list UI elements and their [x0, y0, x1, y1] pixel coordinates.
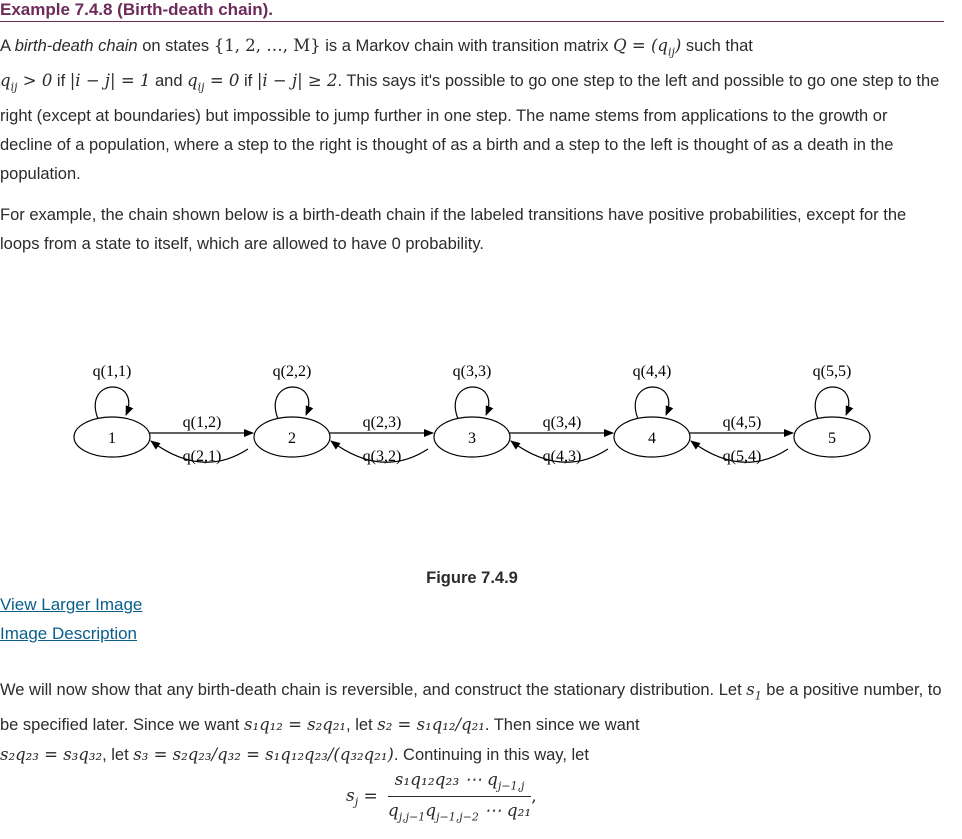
text-segment: A	[0, 37, 15, 55]
text-segment: , let	[102, 746, 134, 765]
math-s1: $s_1$	[746, 680, 762, 703]
math-states-set: {1, 2, …, M}	[213, 36, 321, 55]
forward-label-2-3: q(2,3)	[362, 414, 402, 431]
text-segment: if	[52, 72, 70, 91]
text-segment: . Then since we want	[484, 716, 640, 735]
loop-label-3: q(3,3)	[452, 363, 492, 380]
backward-label-5-4: q(5,4)	[722, 448, 762, 465]
state-label-4: 4	[648, 430, 656, 447]
text-segment: , let	[346, 716, 378, 735]
defined-term: birth-death chain	[14, 37, 138, 55]
state-label-3: 3	[468, 430, 476, 447]
text-segment: We will now show that any birth-death chain is reversible, and construct the stationary distribution. Let	[0, 681, 747, 699]
self-loop-2	[275, 387, 308, 419]
backward-label-4-3: q(4,3)	[542, 448, 582, 465]
self-loop-5	[815, 387, 848, 419]
forward-label-4-5: q(4,5)	[722, 414, 762, 431]
math-eq4: s₃ = s₂q₂₃/q₃₂ = s₁q₁₂q₂₃/(q₃₂q₂₁)	[133, 745, 394, 765]
state-label-1: 1	[108, 430, 116, 447]
backward-label-2-1: q(2,1)	[182, 448, 222, 465]
loop-label-1: q(1,1)	[92, 363, 132, 380]
text-segment: and	[150, 72, 188, 91]
math-eq1: s₁q₁₂ = s₂q₂₁	[243, 715, 347, 735]
text-segment: be a positive number, to be specified later. Since we want	[0, 681, 942, 735]
text-segment: . This says it's possible to go one step to the left and possible to go one step to the right (except at boundaries) but impossible to jump further in one step. The name stems from applications to the growth or decline of a population, where a step to the right is thought of as a birth and a step to the left is thought of as a death in the population.	[0, 72, 940, 183]
math-eq3: s₂q₂₃ = s₃q₃₂	[0, 745, 103, 765]
formula-fraction	[388, 770, 531, 824]
text-segment: if	[239, 72, 257, 91]
formula-denominator: $q_{j,j-1}q_{j-1,j-2}$ ⋯ q₂₁	[387, 801, 532, 824]
formula-trailing-comma: ,	[531, 786, 537, 807]
state-label-2: 2	[288, 430, 296, 447]
image-description-link[interactable]: Image Description	[0, 624, 138, 643]
intro-paragraph	[0, 31, 944, 189]
formula-equals: =	[358, 786, 378, 807]
self-loop-4	[635, 387, 668, 419]
math-Q: $Q = (q_{ij})$	[613, 36, 682, 59]
formula-lhs: $s_j$	[346, 785, 359, 809]
backward-label-3-2: q(3,2)	[362, 448, 402, 465]
example-heading: Example 7.4.8 (Birth-death chain).	[0, 0, 944, 22]
reversible-paragraph	[0, 675, 944, 770]
formula-numerator: s₁q₁₂q₂₃ ⋯ $q_{j-1,j}$	[388, 770, 531, 797]
self-loop-1	[95, 387, 128, 419]
example-paragraph: For example, the chain shown below is a birth-death chain if the labeled transitions have positive probabilities, except for the loops from a state to itself, which are allowed to have 0 probability.	[0, 206, 907, 253]
figure-caption: Figure 7.4.9	[426, 569, 518, 587]
loop-label-4: q(4,4)	[632, 363, 672, 380]
text-segment: is a Markov chain with transition matrix	[320, 37, 614, 55]
math-abs-eq-1: |i − j| = 1	[69, 71, 151, 91]
text-segment: on states	[137, 37, 214, 55]
text-segment: such that	[681, 37, 753, 55]
math-qij-positive: $q_{ij} > 0$	[0, 71, 53, 94]
loop-label-2: q(2,2)	[272, 363, 312, 380]
text-segment: . Continuing in this way, let	[393, 746, 589, 765]
loop-label-5: q(5,5)	[812, 363, 852, 380]
math-eq2: s₂ = s₁q₁₂/q₂₁	[377, 715, 485, 735]
forward-label-1-2: q(1,2)	[182, 414, 222, 431]
state-label-5: 5	[828, 430, 836, 447]
birth-death-diagram	[60, 355, 880, 475]
math-abs-ge-2: |i − j| ≥ 2	[256, 71, 338, 91]
forward-label-3-4: q(3,4)	[542, 414, 582, 431]
view-larger-image-link[interactable]: View Larger Image	[0, 595, 143, 614]
math-qij-zero: $q_{ij} = 0$	[187, 71, 240, 94]
self-loop-3	[455, 387, 488, 419]
sj-formula	[346, 770, 537, 824]
